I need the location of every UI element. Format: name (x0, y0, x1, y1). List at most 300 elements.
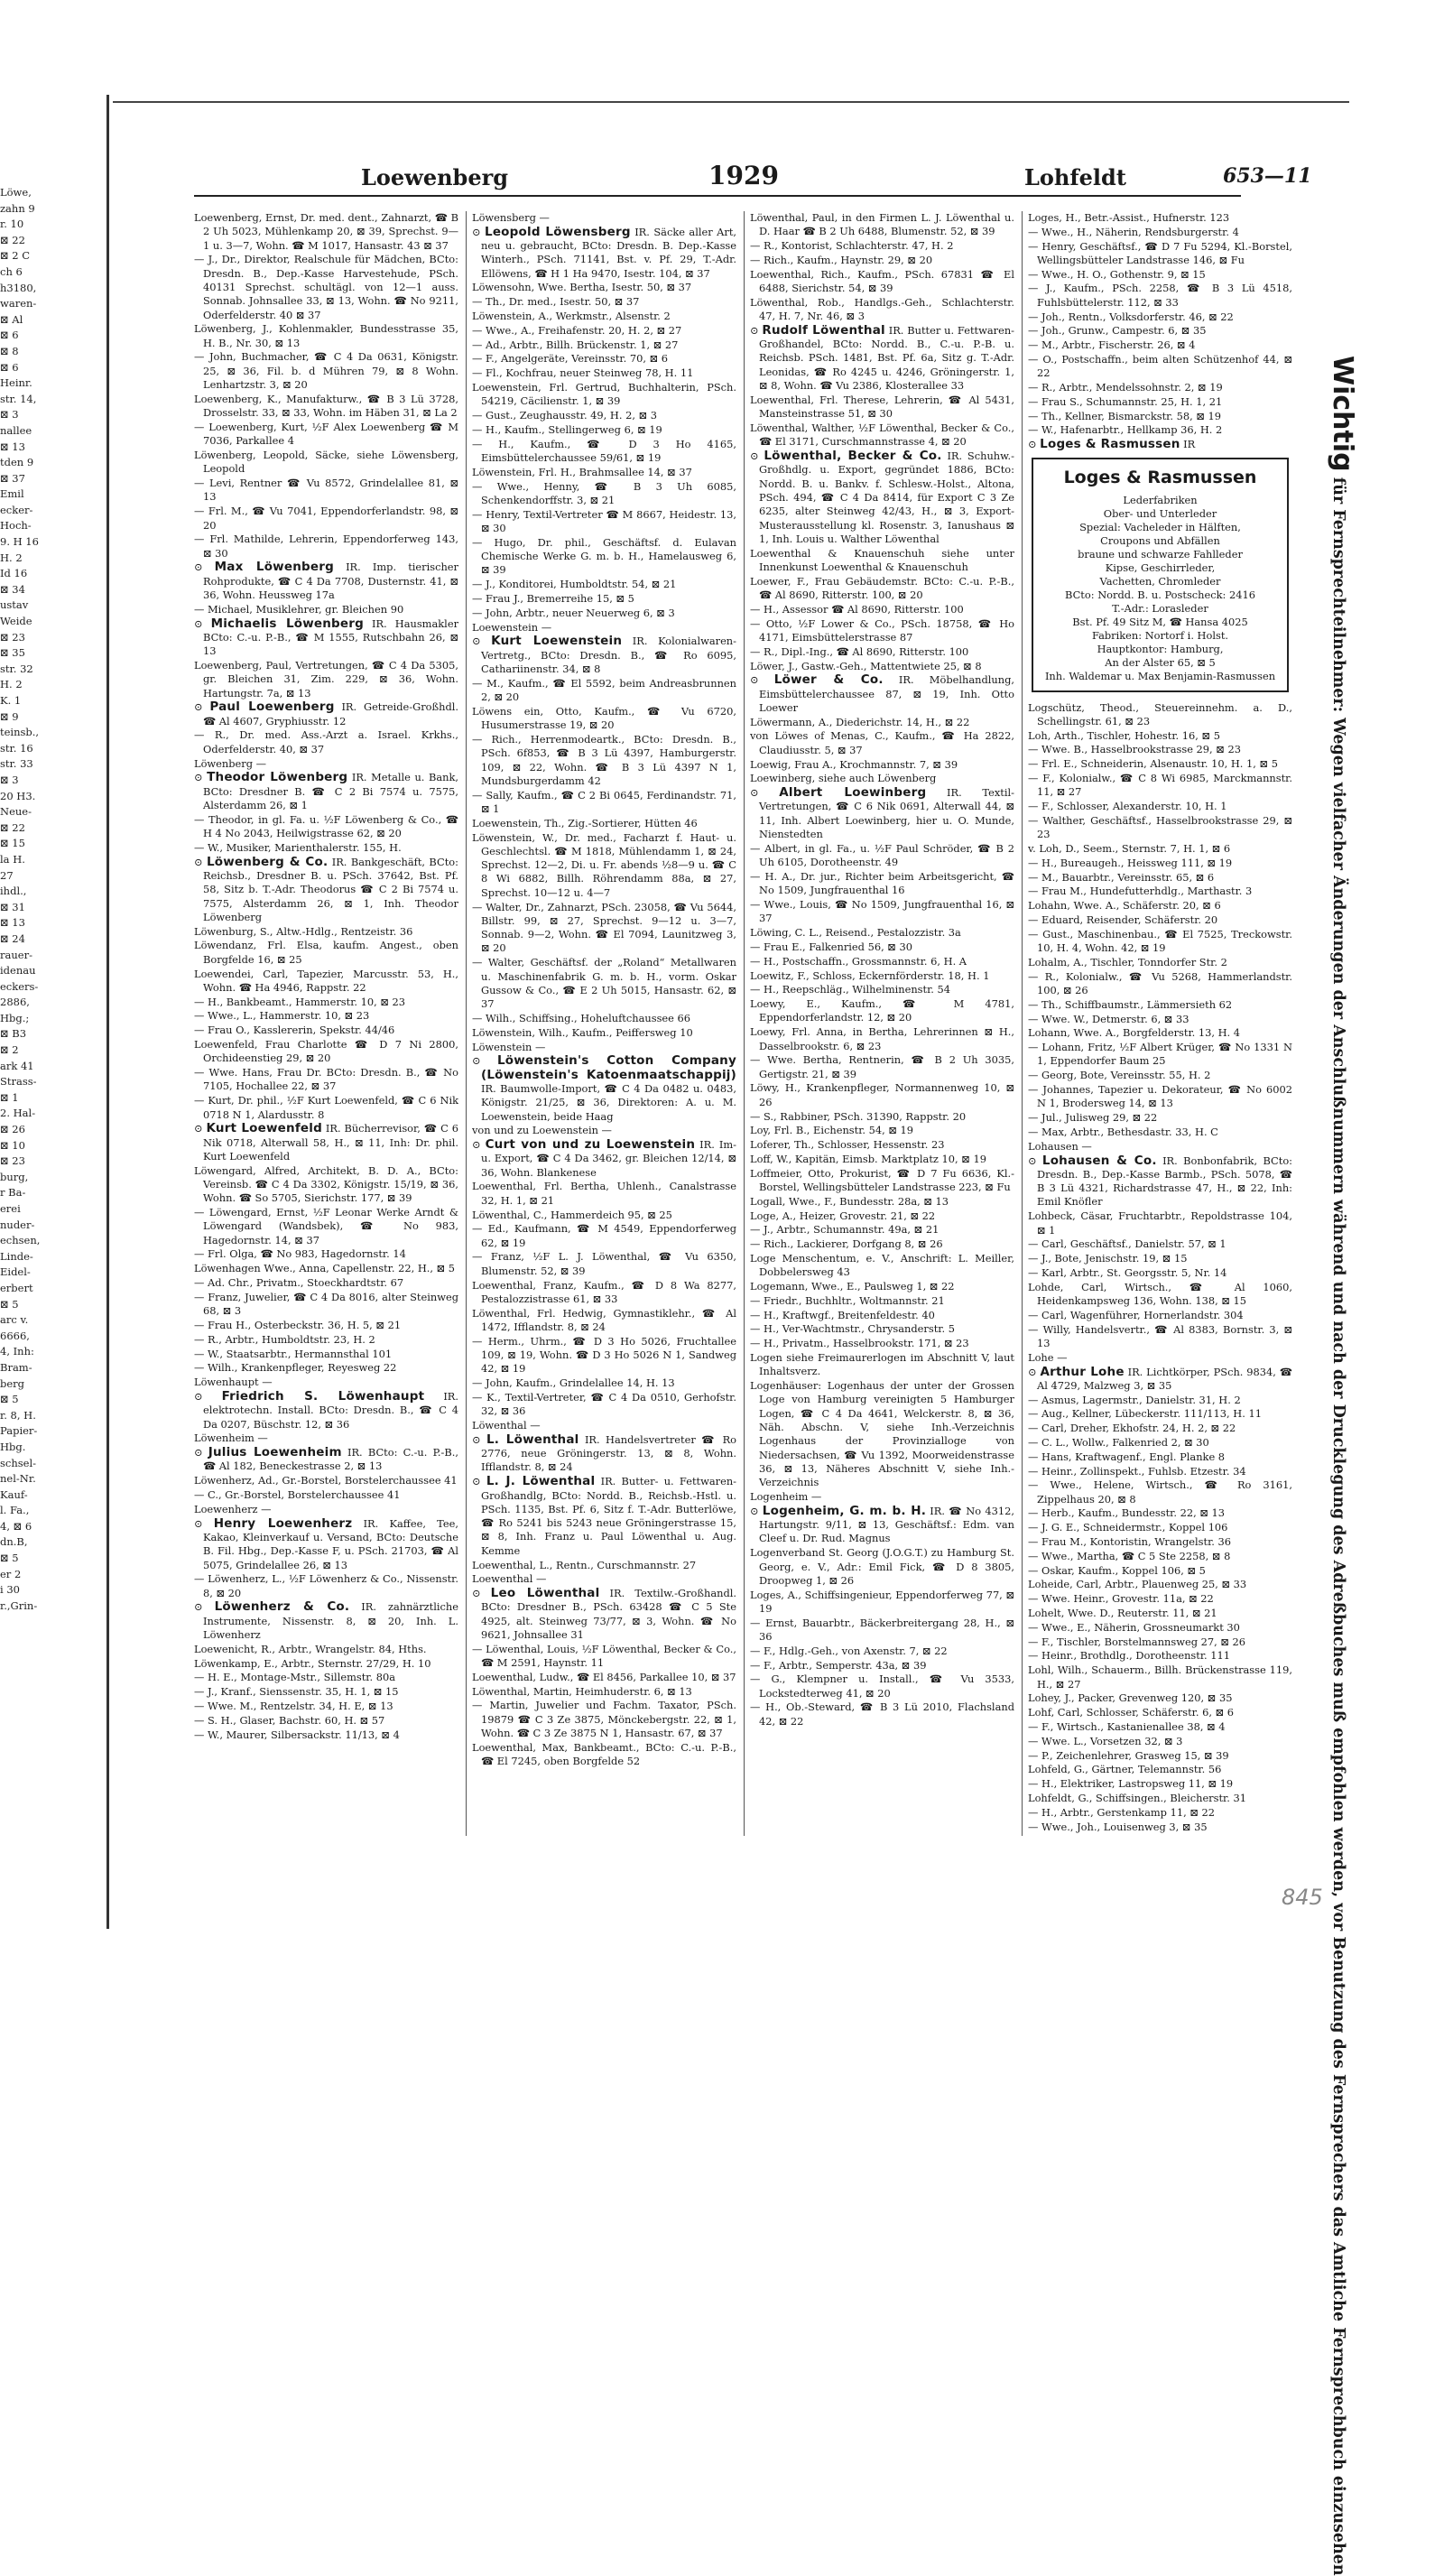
entry-text: — Wwe. M., Rentzelstr. 34, H. E, ⊠ 13 (194, 1699, 393, 1712)
entry-text: Löwermann, A., Diederichstr. 14, H., ⊠ 22 (750, 715, 970, 728)
entry-text: — Aug., Kellner, Lübeckerstr. 111/113, H. 11 (1028, 1407, 1262, 1421)
directory-entry (472, 1433, 736, 1475)
directory-entry (472, 705, 736, 733)
firm-name: L. Löwenthal (486, 1432, 579, 1447)
directory-entry (472, 1026, 736, 1040)
directory-entry (194, 1474, 458, 1487)
directory-entry (1028, 1691, 1292, 1705)
entry-text: IR. Schuhw.-Großhdlg. u. Export, gegründet 1886, BCto: Nordd. B. u. Bankv. f. Schlesw.-Holst., Altona, PSch. 494, ☎ C 4 Da 8414, für Export C 3 Ze 6235, alter Steinweg 42/43, H., ⊠ 3, Export-Musterausstellung kl. Rosenstr. 3, Ianushaus ⊠ 1, Inh. Louis u. Walther Löwenthal (759, 449, 1014, 545)
entry-text: Löwenhagen Wwe., Anna, Capellenstr. 22, H., ⊠ 5 (194, 1262, 456, 1275)
entry-text: — S., Rabbiner, PSch. 31390, Rappstr. 20 (750, 1109, 967, 1123)
advert-line: Vachetten, Chromleder (1099, 574, 1221, 588)
entry-text: Lohbeck, Cäsar, Fruchtarbtr., Repoldstrasse 104, ⊠ 1 (1028, 1209, 1292, 1237)
prev-edge-line: 2886, (0, 996, 30, 1009)
entry-text: Loewenberg, Paul, Vertretungen, ☎ C 4 Da 5305, gr. Bleichen 31, Zim. 229, ⊠ 36, Wohn. Hartungstr. 7a, ⊠ 13 (194, 659, 458, 700)
directory-entry (1028, 743, 1292, 756)
prev-edge-line: la H. (0, 852, 25, 866)
advert-line: Hauptkontor: Hamburg, (1097, 642, 1224, 655)
prev-edge-line: ⊠ 8 (0, 344, 19, 357)
firm-name: Curt von und zu Loewenstein (485, 1137, 696, 1153)
column-separator (1022, 211, 1023, 1836)
advert-line: T.-Adr.: Lorasleder (1112, 601, 1208, 615)
entry-text: Löwenburg, S., Altw.-Hdlg., Rentzeistr. 36 (194, 924, 413, 938)
entry-text: — H. A., Dr. jur., Richter beim Arbeitsgericht, ☎ No 1509, Jungfrauenthal 16 (750, 869, 1014, 897)
advert-line: Ober- und Unterleder (1103, 506, 1217, 520)
directory-entry (1028, 1649, 1292, 1663)
directory-entry (750, 1025, 1014, 1053)
directory-entry (750, 786, 1014, 841)
directory-entry (1028, 899, 1292, 913)
advert-box (1032, 458, 1289, 692)
entry-text: — Löwengard, Ernst, ½F Leonar Werke Arndt & Löwengard (Wandsbek), ☎ No 983, Hagedornstr. 14, ⊠ 37 (194, 1206, 458, 1246)
entry-text: Löwenthal, Walther, ½F Löwenthal, Becker & Co., ☎ El 3171, Curschmannstrasse 4, ⊠ 20 (750, 421, 1014, 449)
prev-edge-line: ⊠ 1 (0, 1090, 19, 1104)
directory-entry (1028, 1621, 1292, 1635)
prev-edge-line: ⊠ 9 (0, 709, 19, 723)
directory-entry (1028, 1592, 1292, 1606)
directory-entry (194, 1671, 458, 1684)
directory-entry (472, 423, 736, 437)
entry-text: — Sally, Kaufm., ☎ C 2 Bi 0645, Ferdinandstr. 71, ⊠ 1 (472, 788, 736, 815)
registered-firm-icon: ⊙ (1028, 1365, 1041, 1378)
entry-text: — H., Kaufm., ☎ D 3 Ho 4165, Eimsbüttelerchaussee 59/61, ⊠ 19 (472, 437, 736, 465)
prev-edge-line: ⊠ 34 (0, 582, 25, 596)
directory-entry (472, 1685, 736, 1699)
prev-edge-line: idenau (0, 964, 36, 978)
registered-firm-icon: ⊙ (194, 855, 207, 868)
directory-entry (194, 533, 458, 561)
directory-entry (750, 1209, 1014, 1223)
handwritten-page-mark: 845 (1282, 1885, 1323, 1910)
prev-edge-line: ⊠ 37 (0, 471, 25, 485)
entry-text: — Levi, Rentner ☎ Vu 8572, Grindelallee 81, ⊠ 13 (194, 477, 458, 504)
registered-firm-icon: ⊙ (194, 1516, 214, 1530)
entry-text: — Rich., Kaufm., Haynstr. 29, ⊠ 20 (750, 253, 933, 266)
registered-firm-icon: ⊙ (194, 1389, 222, 1403)
entry-text: — Wwe., Joh., Louisenweg 3, ⊠ 35 (1028, 1820, 1208, 1833)
registered-firm-icon: ⊙ (750, 1504, 763, 1517)
directory-entry (472, 1419, 736, 1432)
prev-edge-line: ⊠ 13 (0, 916, 25, 930)
entry-text: — Franz, Juwelier, ☎ C 4 Da 8016, alter Steinweg 68, ⊠ 3 (194, 1290, 458, 1318)
firm-name: Albert Loewinberg (779, 785, 927, 801)
entry-text: Lohann, Wwe. A., Borgfelderstr. 13, H. 4 (1028, 1026, 1241, 1040)
prev-edge-line: Eidel- (0, 1265, 31, 1279)
directory-entry (1028, 1013, 1292, 1026)
entry-text: Löwenheim — (194, 1432, 268, 1445)
directory-entry (472, 211, 736, 225)
entry-text: IR. Getreide-Großhdl. ☎ Al 4607, Gryphiusstr. 12 (203, 700, 458, 727)
entry-text: — F., Kolonialw., ☎ C 8 Wi 6985, Marckmannstr. 11, ⊠ 27 (1028, 772, 1292, 799)
prev-edge-line: arc v. (0, 1313, 29, 1327)
directory-entry (472, 295, 736, 309)
entry-text: Logemann, Wwe., E., Paulsweg 1, ⊠ 22 (750, 1280, 955, 1293)
entry-text: — Walther, Geschäftsf., Hasselbrookstrasse 29, ⊠ 23 (1028, 813, 1292, 841)
registered-firm-icon: ⊙ (194, 1600, 215, 1614)
prev-edge-line: ⊠ 35 (0, 646, 25, 660)
entry-text: — Frau H., Osterbeckstr. 36, H. 5, ⊠ 21 (194, 1318, 402, 1331)
entry-text: Loges, H., Betr.-Assist., Hufnerstr. 123 (1028, 211, 1230, 224)
entry-text: — Willy, Handelsvertr., ☎ Al 8383, Bornstr. 3, ⊠ 13 (1028, 1322, 1292, 1349)
prev-edge-line: ⊠ Al (0, 312, 23, 326)
advert-line: Croupons und Abfällen (1100, 533, 1220, 547)
entry-text: Lohey, J., Packer, Grevenweg 120, ⊠ 35 (1028, 1691, 1233, 1705)
entry-text: Logenhäuser: Logenhaus der unter der Grossen Loge von Hamburg vereinigten 5 Hamburger Logen, ☎ C 4 Da 4641, Welckerstr. 8, ⊠ 36, Näh. Abschn. V, siehe Inh.-Verzeichnis Logenhaus der Provinzialloge von Niedersachsen, ☎ Vu 1392, Moorweidenstrasse 36, ⊠ 13, Näheres Abschnitt V, siehe Inh.-Verzeichnis (750, 1379, 1014, 1489)
registered-firm-icon: ⊙ (472, 1432, 486, 1446)
entry-text: — R., Dipl.-Ing., ☎ Al 8690, Ritterstr. 100 (750, 644, 969, 658)
registered-firm-icon: ⊙ (194, 1446, 208, 1459)
directory-entry (194, 1206, 458, 1247)
registered-firm-icon: ⊙ (472, 1054, 497, 1068)
entry-text: — Ad., Arbtr., Billh. Brückenstr. 1, ⊠ 27 (472, 338, 679, 351)
directory-entry (472, 1307, 736, 1335)
directory-entry (750, 211, 1014, 239)
entry-text: Lohausen — (1028, 1139, 1092, 1153)
prev-edge-line: tden 9 (0, 456, 34, 469)
page-header (176, 161, 1312, 199)
directory-entry (750, 422, 1014, 449)
prev-edge-line: zahn 9 (0, 201, 35, 215)
entry-text: Loewenherz — (194, 1502, 272, 1515)
entry-text: IR. Hausmakler BCto: C.-u. P.-B., ☎ M 1555, Rutschbahn 26, ⊠ 13 (203, 616, 458, 658)
directory-entry (1028, 772, 1292, 800)
entry-text: Loferer, Th., Schlosser, Hessenstr. 23 (750, 1138, 945, 1152)
directory-entry (1028, 1521, 1292, 1534)
directory-entry (750, 772, 1014, 785)
directory-entry (472, 956, 736, 1011)
prev-edge-line: r Ba- (0, 1186, 26, 1200)
prev-edge-line: ⊠ 24 (0, 931, 25, 945)
directory-entry (472, 366, 736, 380)
prev-edge-line: nuder- (0, 1218, 35, 1231)
firm-name: Henry Loewenherz (213, 1515, 353, 1531)
entry-text: — John, Buchmacher, ☎ C 4 Da 0631, Königstr. 25, ⊠ 36, Fil. b. d Mühren 79, ⊠ 8 Wohn. Lenhartzstr. 3, ⊠ 20 (194, 350, 458, 392)
entry-text: — H., Privatm., Hasselbrookstr. 171, ⊠ 23 (750, 1337, 969, 1350)
directory-entry (1028, 1422, 1292, 1435)
entry-text: IR. Bankgeschäft, BCto: Reichsb., Dresdner B. u. PSch. 37642, Bst. Pf. 58, Sitz b. T.-Adr. Theodorus ☎ C 2 Bi 7574 u. 7575, Alsterdamm 26, ⊠ 1, Inh. Theodor Löwenberg (203, 855, 458, 923)
firm-name: Julius Loewenheim (208, 1445, 342, 1460)
entry-text: Loewenstein, Frl. Gertrud, Buchhalterin, PSch. 54219, Cäcilienstr. 1, ⊠ 39 (472, 381, 736, 408)
directory-entry (1028, 1635, 1292, 1649)
entry-text: — Gust., Zeughausstr. 49, H. 2, ⊠ 3 (472, 409, 657, 422)
entry-text: Löwensohn, Wwe. Bertha, Isestr. 50, ⊠ 37 (472, 281, 692, 294)
directory-entry (750, 673, 1014, 715)
directory-entry (472, 1222, 736, 1250)
vertical-notice-banner (1309, 356, 1358, 2576)
prev-edge-line: ⊠ 3 (0, 773, 19, 786)
directory-entry (472, 1391, 736, 1419)
directory-entry (1028, 240, 1292, 268)
directory-entry (1028, 211, 1292, 225)
directory-entry (1028, 1720, 1292, 1734)
entry-text: — H., Ver-Wachtmstr., Chrysanderstr. 5 (750, 1322, 955, 1336)
entry-text: — Wwe., Martha, ☎ C 5 Ste 2258, ⊠ 8 (1028, 1549, 1231, 1562)
entry-text: Löwengard, Alfred, Architekt, B. D. A., BCto: Vereinsb. ☎ C 4 Da 3302, Königstr. 15/19, ⊠ 36, Wohn. ☎ So 5705, Sierichstr. 177, ⊠ 39 (194, 1163, 458, 1205)
prev-edge-line: ⊠ 10 (0, 1138, 25, 1152)
entry-text: — J., Kaufm., PSch. 2258, ☎ B 3 Lü 4518, Fuhlsbüttelerstr. 112, ⊠ 33 (1028, 282, 1292, 309)
prev-edge-line: Neue- (0, 805, 32, 819)
directory-entry (1028, 395, 1292, 409)
advert-line: Lederfabriken (1123, 493, 1198, 506)
directory-entry (750, 1617, 1014, 1645)
directory-entry (194, 1657, 458, 1671)
directory-entry (750, 758, 1014, 772)
directory-entry (750, 254, 1014, 267)
directory-entry (1028, 1252, 1292, 1265)
entry-text: IR. Lichtkörper, PSch. 9834, ☎ Al 4729, Malzweg 3, ⊠ 35 (1037, 1365, 1292, 1392)
directory-entry (750, 575, 1014, 603)
entry-text: Lohfeldt, G., Schiffsingen., Bleicherstr. 31 (1028, 1791, 1246, 1804)
firm-name: Löwer & Co. (773, 672, 884, 688)
entry-text: Loewenthal, Franz, Kaufm., ☎ D 8 Wa 8277, Pestalozzistrasse 61, ⊠ 33 (472, 1278, 736, 1305)
directory-entry (750, 1322, 1014, 1336)
directory-entry (194, 1643, 458, 1656)
directory-entry (1028, 1069, 1292, 1082)
entry-text: Löwenstein — (472, 1040, 546, 1053)
entry-text: — Joh., Rentn., Volksdorferstr. 46, ⊠ 22 (1028, 310, 1234, 323)
directory-entry (750, 1351, 1014, 1379)
prev-edge-line: erei (0, 1202, 21, 1215)
directory-entry (1028, 1209, 1292, 1237)
entry-text: — F., Wirtsch., Kastanienallee 38, ⊠ 4 (1028, 1719, 1226, 1733)
entry-text: — H., Kaufm., Stellingerweg 6, ⊠ 19 (472, 422, 662, 436)
entry-text: — J., Kranf., Sienssenstr. 35, H. 1, ⊠ 15 (194, 1685, 399, 1699)
directory-entry (472, 1741, 736, 1769)
entry-text: — Albert, in gl. Fa., u. ½F Paul Schröder, ☎ B 2 Uh 6105, Dorotheenstr. 49 (750, 841, 1014, 869)
entry-text: Loewenthal & Knauenschuh siehe unter Innenkunst Loewenthal & Knauenschuh (750, 546, 1014, 573)
directory-entry (194, 477, 458, 505)
directory-entry (472, 1475, 736, 1558)
prev-edge-line: ⊠ 23 (0, 630, 25, 644)
directory-entry (1028, 1309, 1292, 1322)
entry-text: — F., Hdlg.-Geh., von Axenstr. 7, ⊠ 22 (750, 1644, 948, 1657)
entry-text: — Heinr., Zollinspekt., Fuhlsb. Etzestr. 34 (1028, 1464, 1246, 1478)
entry-text: — Frau J., Bremerreihe 15, ⊠ 5 (472, 592, 634, 606)
prev-edge-line: r. 8, H. (0, 1408, 36, 1422)
entry-text: — Löwenthal, Louis, ½F Löwenthal, Becker & Co., ☎ M 2591, Haynstr. 11 (472, 1642, 736, 1670)
entry-text: — John, Kaufm., Grindelallee 14, H. 13 (472, 1376, 675, 1390)
directory-entry (1028, 310, 1292, 324)
directory-entry (750, 926, 1014, 940)
prev-edge-line: 2. Hal- (0, 1107, 36, 1120)
prev-edge-line: H. 2 (0, 551, 23, 564)
prev-edge-line: ⊠ 26 (0, 1123, 25, 1136)
entry-text: Löwenherz, Ad., Gr.-Borstel, Borstelerchaussee 41 (194, 1474, 458, 1487)
entry-text: Löwenhaupt — (194, 1376, 273, 1389)
entry-text: — W., Maurer, Silbersackstr. 11/13, ⊠ 4 (194, 1728, 400, 1741)
entry-text: IR. ☎ No 4312, Hartungstr. 9/11, ⊠ 13, Geschäftsf.: Edm. van Cleef u. Dr. Rud. Magnus (759, 1504, 1014, 1545)
prev-edge-line: K. 1 (0, 694, 22, 707)
directory-entry (472, 831, 736, 900)
entry-text: — C., Gr.-Borstel, Borstelerchaussee 41 (194, 1488, 401, 1502)
directory-entry (194, 1024, 458, 1037)
entry-text: — Wwe. Hans, Frau Dr. BCto: Dresdn. B., ☎ No 7105, Hochallee 22, ⊠ 37 (194, 1066, 458, 1093)
directory-entry (194, 1164, 458, 1206)
prev-edge-line: ⊠ 2 (0, 1043, 19, 1057)
entry-text: — H., Ob.-Steward, ☎ B 3 Lü 2010, Flachsland 42, ⊠ 22 (750, 1700, 1014, 1728)
directory-entry (750, 660, 1014, 673)
entry-text: Löwenthal, Paul, in den Firmen L. J. Löwenthal u. D. Haar ☎ B 2 Uh 6488, Blumenstr. 52, ⊠ 39 (750, 211, 1014, 238)
directory-entry (750, 1124, 1014, 1137)
entry-text: Loewenthal — (472, 1572, 547, 1586)
directory-entry (472, 281, 736, 294)
prev-edge-line: ⊠ 22 (0, 233, 25, 246)
directory-entry (1028, 1550, 1292, 1563)
directory-entry (1028, 1735, 1292, 1748)
directory-entry (194, 1488, 458, 1502)
entry-text: IR. Textil-Vertretungen, ☎ C 6 Nik 0691, Alterwall 44, ⊠ 11, Inh. Albert Loewinberg, hier u. O. Munde, Nienstedten (759, 786, 1014, 841)
prev-edge-line: erbert (0, 1281, 33, 1294)
directory-entry (472, 1279, 736, 1307)
entry-text: Lohl, Wilh., Schauerm., Billh. Brückenstrasse 119, H., ⊠ 27 (1028, 1663, 1292, 1691)
entry-text: — Frau S., Schumannstr. 25, H. 1, 21 (1028, 394, 1223, 408)
entry-text: — H., Elektriker, Lastropsweg 11, ⊠ 19 (1028, 1777, 1234, 1791)
entry-text: Lohde, Carl, Wirtsch., ☎ Al 1060, Heidenkampsweg 136, Wohn. 138, ⊠ 15 (1028, 1280, 1292, 1308)
prev-edge-line: ⊠ 22 (0, 820, 25, 834)
entry-text: — R., Arbtr., Humboldtstr. 23, H. 2 (194, 1332, 375, 1346)
directory-entry (750, 1659, 1014, 1673)
entry-text: — Georg, Bote, Vereinsstr. 55, H. 2 (1028, 1069, 1211, 1082)
entry-text: Löwenstein, Wilh., Kaufm., Peiffersweg 10 (472, 1025, 693, 1039)
directory-entry (750, 1700, 1014, 1728)
entry-text: — Wwe., Helene, Wirtsch., ☎ Ro 3161, Zippelhaus 20, ⊠ 8 (1028, 1478, 1292, 1506)
directory-entry (194, 421, 458, 449)
entry-text: — Wwe., A., Freihafenstr. 20, H. 2, ⊠ 27 (472, 323, 682, 337)
advert-line: Bst. Pf. 49 Sitz M, ☎ Hansa 4025 (1072, 615, 1248, 628)
entry-text: — Th., Kellner, Bismarckstr. 58, ⊠ 19 (1028, 409, 1221, 422)
directory-entry (194, 1446, 458, 1474)
directory-entry (1028, 1535, 1292, 1549)
directory-entry (750, 617, 1014, 645)
prev-edge-line: 20 H3. (0, 789, 36, 802)
registered-firm-icon: ⊙ (472, 1587, 491, 1600)
prev-edge-line: ⊠ 6 (0, 360, 19, 374)
firm-name: Arthur Lohe (1040, 1364, 1125, 1379)
directory-entry (1028, 998, 1292, 1012)
prev-edge-line: 4, Inh: (0, 1345, 34, 1358)
directory-entry (1028, 1140, 1292, 1154)
directory-entry (194, 728, 458, 756)
directory-entry (472, 1587, 736, 1642)
column-separator (466, 211, 467, 1836)
entry-text: — Martin, Juwelier und Fachm. Taxator, PSch. 19879 ☎ C 3 Ze 3875, Mönckebergstr. 22, ⊠ 1, Wohn. ☎ C 3 Ze 3875 N 1, Hansastr. 67, ⊠ 37 (472, 1699, 736, 1740)
directory-entry (750, 1195, 1014, 1209)
registered-firm-icon: ⊙ (194, 771, 208, 784)
directory-entry (750, 1081, 1014, 1109)
entry-text: — Karl, Arbtr., St. Georgsstr. 5, Nr. 14 (1028, 1265, 1227, 1279)
directory-entry (1028, 814, 1292, 842)
directory-entry (194, 757, 458, 771)
entry-text: Loewer, F., Frau Gebäudemstr. BCto: C.-u. P.-B., ☎ Al 8690, Ritterstr. 100, ⊠ 20 (750, 574, 1014, 602)
entry-text: Lohahn, Wwe. A., Schäferstr. 20, ⊠ 6 (1028, 899, 1221, 913)
firm-name: Michaelis Löwenberg (210, 616, 364, 631)
entry-text: — Frl. Olga, ☎ No 983, Hagedornstr. 14 (194, 1247, 406, 1261)
directory-entry (1028, 1763, 1292, 1776)
header-year: 1929 (708, 161, 779, 190)
entry-text: — Carl, Geschäftsf., Danielstr. 57, ⊠ 1 (1028, 1237, 1226, 1251)
prev-edge-line: schsel- (0, 1456, 37, 1469)
directory-entry (750, 1379, 1014, 1489)
entry-text: — Ernst, Bauarbtr., Bäckerbreitergang 28, H., ⊠ 36 (750, 1616, 1014, 1643)
prev-edge-line: h3180, (0, 281, 37, 294)
entry-text: — Ed., Kaufmann, ☎ M 4549, Eppendorferweg 62, ⊠ 19 (472, 1222, 736, 1249)
firm-name: Friedrich S. Löwenhaupt (221, 1388, 425, 1404)
directory-entry (472, 409, 736, 422)
entry-text: — Wilh., Schiffsing., Hoheluftchaussee 66 (472, 1011, 691, 1024)
entry-text: — Lohann, Fritz, ½F Albert Krüger, ☎ No 1331 N 1, Eppendorfer Baum 25 (1028, 1041, 1292, 1068)
entry-text: Loges, A., Schiffsingenieur, Eppendorferweg 77, ⊠ 19 (750, 1588, 1014, 1615)
prev-edge-line: Emil (0, 487, 24, 501)
directory-entry (1028, 1607, 1292, 1620)
entry-text: — Ad. Chr., Privatm., Stoeckhardtstr. 67 (194, 1276, 404, 1290)
directory-entry (472, 1671, 736, 1684)
directory-entry (472, 1699, 736, 1740)
entry-text: Loewenthal, Ludw., ☎ El 8456, Parkallee 10, ⊠ 37 (472, 1670, 736, 1683)
entry-text: IR. Säcke aller Art, neu u. gebraucht, BCto: Dresdn. B. Dep.-Kasse Winterh., PSch. 71141, Bst. v. Pf. 29, T.-Adr. Ellöwens, ☎ H 1 Ha 9470, Isestr. 104, ⊠ 37 (481, 225, 736, 280)
prev-edge-line: Kauf- (0, 1487, 28, 1501)
entry-text: IR. Metalle u. Bank, BCto: Dresdner B. ☎ C 2 Bi 7574 u. 7575, Alsterdamm 26, ⊠ 1 (203, 771, 458, 811)
entry-text: IR. Im- u. Export, ☎ C 4 Da 3462, gr. Bleichen 12/14, ⊠ 36, Wohn. Blankenese (481, 1138, 736, 1179)
directory-entry (194, 1348, 458, 1361)
directory-entry (750, 239, 1014, 253)
entry-text: — H., Arbtr., Gerstenkamp 11, ⊠ 22 (1028, 1805, 1215, 1819)
previous-page-edge (0, 185, 47, 1747)
directory-entry (194, 1291, 458, 1319)
header-page-number: 653—11 (1223, 164, 1312, 188)
entry-text: — Wwe., H., Näherin, Rendsburgerstr. 4 (1028, 225, 1239, 238)
directory-entry (194, 449, 458, 477)
entry-text: — John, Arbtr., neuer Neuerweg 6, ⊠ 3 (472, 606, 675, 619)
prev-edge-line: teinsb., (0, 726, 40, 739)
directory-entry (1028, 1478, 1292, 1506)
entry-text: Lohf, Carl, Schlosser, Schäferstr. 6, ⊠ 6 (1028, 1706, 1234, 1719)
directory-entry (194, 841, 458, 855)
directory-entry (1028, 381, 1292, 394)
entry-text: Logschütz, Theod., Steuereinnehm. a. D., Schellingstr. 61, ⊠ 23 (1028, 700, 1292, 727)
directory-entry (1028, 1126, 1292, 1139)
firm-name: Theodor Löwenberg (207, 770, 348, 785)
entry-text: — R., Arbtr., Mendelssohnstr. 2, ⊠ 19 (1028, 381, 1223, 394)
directory-page (113, 101, 1358, 2576)
directory-entry (472, 677, 736, 705)
entry-text: — Theodor, in gl. Fa. u. ½F Löwenberg & Co., ☎ H 4 No 2043, Heilwigstrasse 62, ⊠ 20 (194, 812, 458, 840)
directory-entry (194, 700, 458, 728)
directory-entry (1028, 928, 1292, 956)
prev-edge-line: rauer- (0, 948, 32, 961)
directory-entry (750, 1223, 1014, 1237)
column-separator (744, 211, 745, 1836)
entry-text: Loheide, Carl, Arbtr., Plauenweg 25, ⊠ 33 (1028, 1578, 1247, 1591)
directory-entry (194, 1517, 458, 1572)
header-left-keyword: Loewenberg (361, 164, 509, 190)
entry-text: Logen siehe Freimaurerlogen im Abschnitt V, laut Inhaltsverz. (750, 1351, 1014, 1378)
entry-text: — Hans, Kraftwagenf., Engl. Planke 8 (1028, 1450, 1226, 1463)
directory-entry (194, 1714, 458, 1728)
entry-text: — Michael, Musiklehrer, gr. Bleichen 90 (194, 602, 404, 616)
directory-entry (750, 1110, 1014, 1124)
directory-entry (750, 842, 1014, 870)
directory-entry (1028, 842, 1292, 856)
column-3 (750, 211, 1014, 1872)
directory-entry (472, 1559, 736, 1572)
prev-edge-line: dn.B, (0, 1535, 28, 1549)
directory-entry (1028, 1564, 1292, 1578)
directory-entry (472, 1012, 736, 1025)
entry-text: — Carl, Wagenführer, Hornerlandstr. 304 (1028, 1308, 1244, 1321)
entry-text: IR. zahnärztliche Instrumente, Nissenstr. 8, ⊠ 20, Inh. L. Löwenherz (203, 1600, 458, 1641)
entry-text: Loewenberg, Ernst, Dr. med. dent., Zahnarzt, ☎ B 2 Uh 5023, Mühlenkamp 20, ⊠ 39, Sprechst. 9—1 u. 3—7, Wohn. ☎ M 1017, Hansastr. 43 ⊠ 37 (194, 211, 458, 252)
prev-edge-line: i 30 (0, 1583, 20, 1597)
